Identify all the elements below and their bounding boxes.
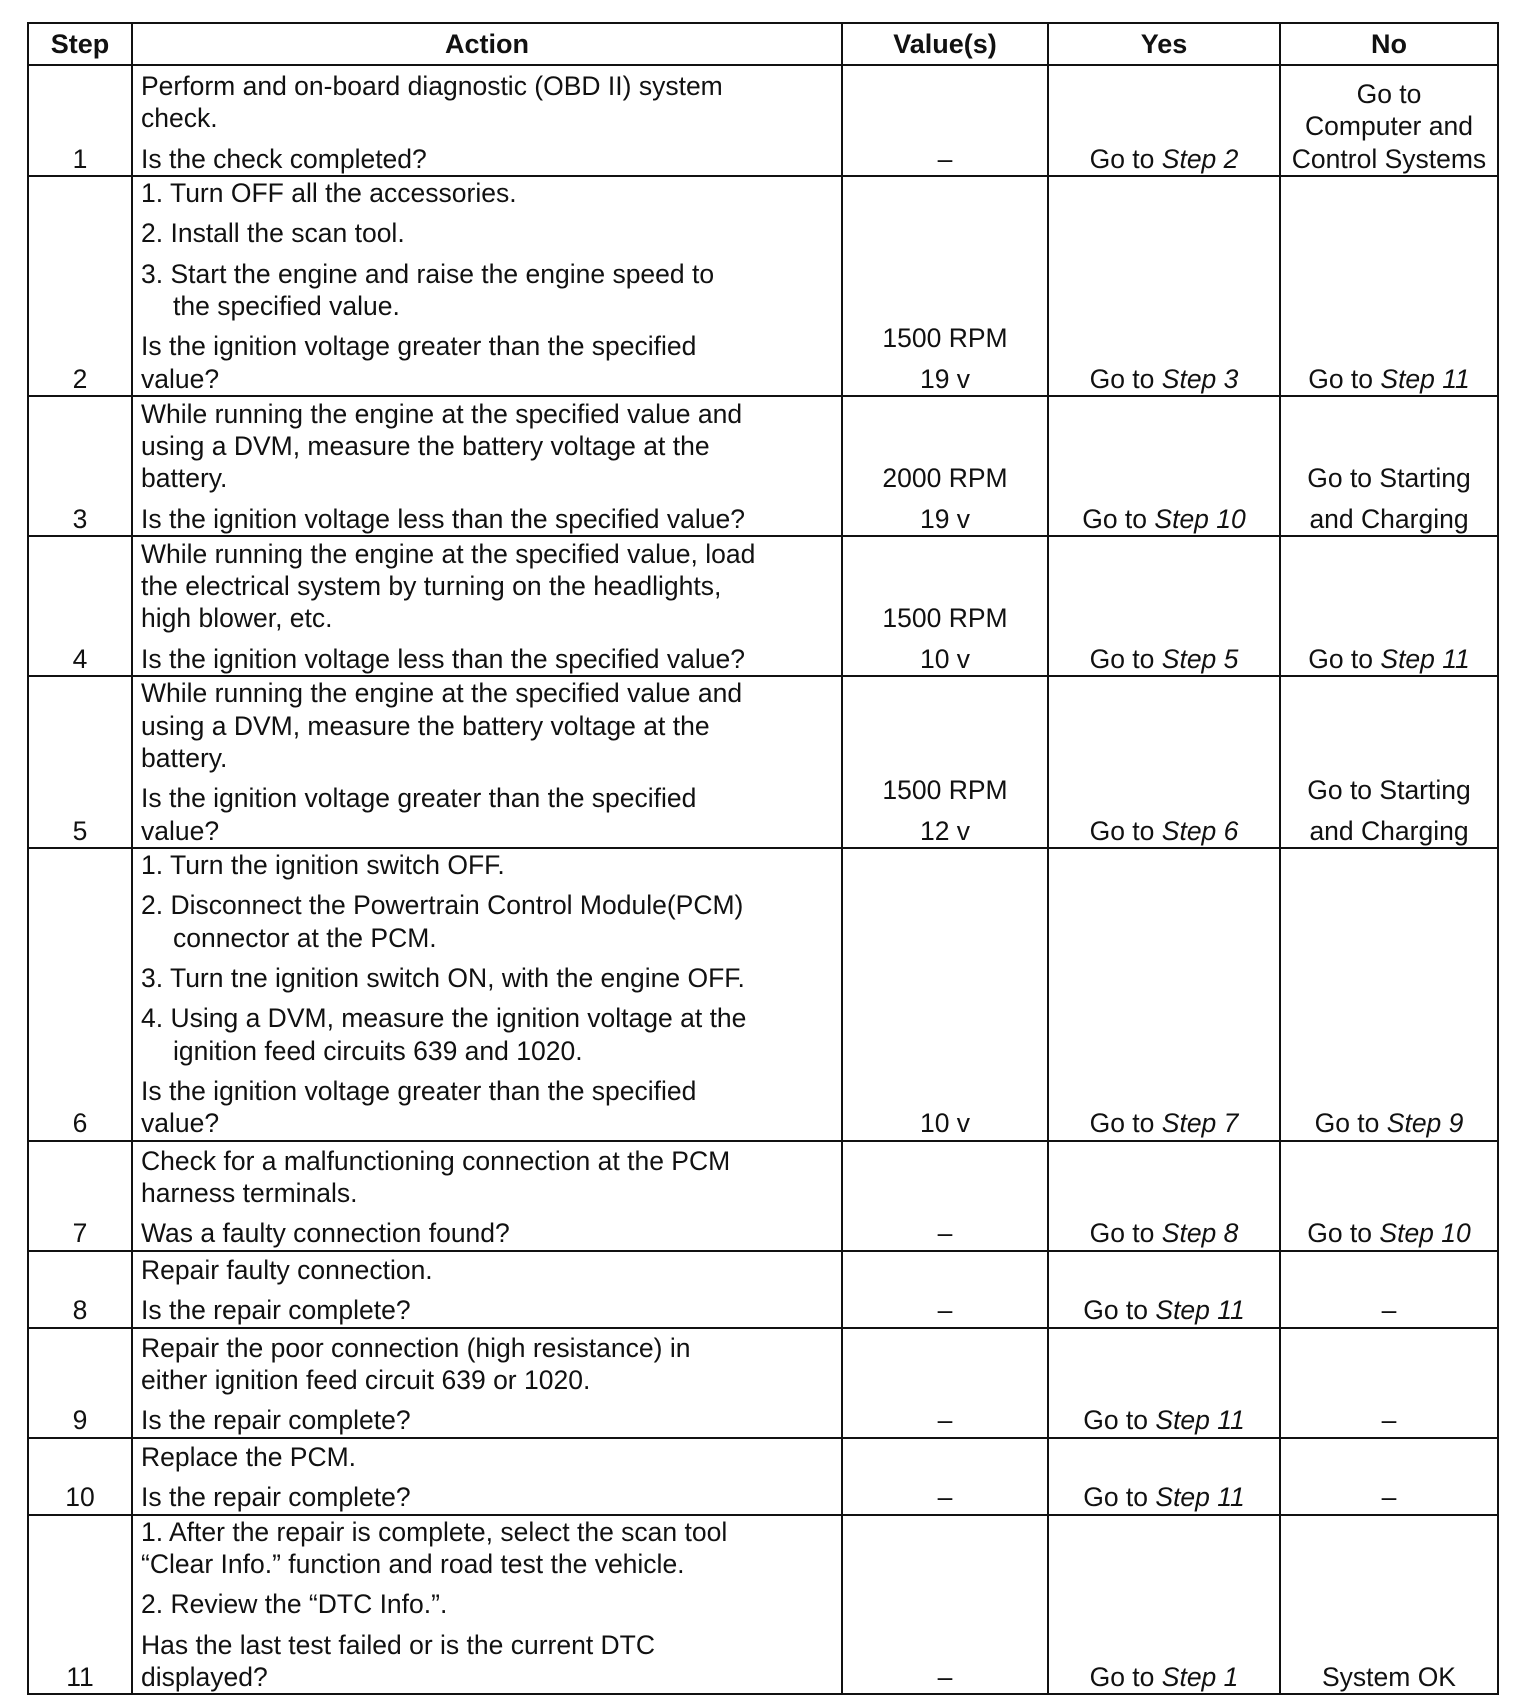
yes-step-link: Step 11	[1155, 1405, 1245, 1436]
yes-prefix: Go to	[1089, 643, 1162, 674]
value-cell	[842, 1141, 1048, 1251]
action-cell	[132, 65, 842, 176]
value-cell	[842, 1251, 1048, 1328]
value-cell	[842, 1515, 1048, 1695]
no-text: –	[1381, 1482, 1397, 1513]
table-row	[28, 1141, 1498, 1251]
header-yes: Yes	[1048, 23, 1280, 65]
table-row	[28, 1251, 1498, 1328]
yes-cell	[1048, 1438, 1280, 1515]
action-question: Is the ignition voltage greater than the specified	[141, 783, 697, 814]
action-cell	[132, 1438, 842, 1515]
no-text: Go to Starting	[1307, 775, 1471, 806]
yes-cell	[1048, 1251, 1280, 1328]
no-cell	[1280, 396, 1498, 536]
table-row	[28, 676, 1498, 848]
value-text: 1500 RPM	[882, 775, 1008, 806]
yes-step-link: Step 1	[1161, 1661, 1239, 1692]
action-line: While running the engine at the specified value and	[141, 398, 743, 429]
action-question: value?	[141, 815, 220, 846]
action-cell	[132, 1515, 842, 1695]
action-line: Perform and on-board diagnostic (OBD II) system	[141, 71, 723, 102]
no-text: System OK	[1321, 1661, 1456, 1692]
no-text: Computer and	[1305, 111, 1473, 142]
yes-prefix: Go to	[1089, 363, 1162, 394]
action-question: Is the repair complete?	[141, 1482, 411, 1513]
action-line: ignition feed circuits 639 and 1020.	[173, 1035, 583, 1066]
step-number: 10	[28, 1438, 132, 1515]
yes-step-link: Step 7	[1161, 1108, 1239, 1139]
action-line: 3. Turn tne ignition switch ON, with the engine OFF.	[141, 962, 745, 993]
no-cell	[1280, 1515, 1498, 1695]
value-text: –	[937, 1661, 953, 1692]
table-row	[28, 65, 1498, 176]
step-number: 3	[28, 396, 132, 536]
table-row	[28, 536, 1498, 676]
action-line: While running the engine at the specified value and	[141, 678, 743, 709]
step-number: 8	[28, 1251, 132, 1328]
no-cell	[1280, 176, 1498, 396]
value-text: 19 v	[919, 503, 971, 534]
action-question: Is the ignition voltage less than the specified value?	[141, 503, 746, 534]
value-text: 1500 RPM	[882, 323, 1008, 354]
no-cell	[1280, 848, 1498, 1141]
action-line: harness terminals.	[141, 1177, 358, 1208]
step-number: 5	[28, 676, 132, 848]
action-line: 2. Review the “DTC Info.”.	[141, 1589, 448, 1620]
action-line: 2. Disconnect the Powertrain Control Module(PCM)	[141, 890, 744, 921]
value-text: 1500 RPM	[882, 603, 1008, 634]
value-text: –	[937, 1218, 953, 1249]
no-cell	[1280, 65, 1498, 176]
action-question: displayed?	[141, 1661, 268, 1692]
value-text: 19 v	[919, 363, 971, 394]
yes-step-link: Step 6	[1161, 815, 1239, 846]
table-row	[28, 176, 1498, 396]
action-question: Is the check completed?	[141, 143, 427, 174]
action-line: either ignition feed circuit 639 or 1020.	[141, 1364, 591, 1395]
yes-prefix: Go to	[1089, 815, 1162, 846]
no-text: Go to Starting	[1307, 463, 1471, 494]
yes-step-link: Step 8	[1161, 1218, 1239, 1249]
no-prefix: Go to	[1308, 363, 1381, 394]
action-line: Replace the PCM.	[141, 1441, 357, 1472]
action-question: Is the ignition voltage less than the specified value?	[141, 643, 746, 674]
action-line: 1. After the repair is complete, select the scan tool	[141, 1516, 728, 1547]
action-line: connector at the PCM.	[173, 922, 437, 953]
value-cell	[842, 1438, 1048, 1515]
value-text: 2000 RPM	[882, 463, 1008, 494]
table-row	[28, 848, 1498, 1141]
no-step-link: Step 11	[1380, 643, 1470, 674]
yes-prefix: Go to	[1083, 1405, 1156, 1436]
action-cell	[132, 396, 842, 536]
yes-prefix: Go to	[1089, 143, 1162, 174]
value-text: 10 v	[919, 643, 971, 674]
table-row	[28, 396, 1498, 536]
diagnostic-table	[27, 22, 1499, 1695]
value-text: 10 v	[919, 1108, 971, 1139]
no-cell	[1280, 676, 1498, 848]
no-step-link: Step 10	[1379, 1218, 1471, 1249]
yes-step-link: Step 5	[1161, 643, 1239, 674]
action-line: 3. Start the engine and raise the engine speed to	[141, 258, 715, 289]
yes-cell	[1048, 676, 1280, 848]
yes-prefix: Go to	[1082, 503, 1155, 534]
step-number: 7	[28, 1141, 132, 1251]
yes-cell	[1048, 176, 1280, 396]
action-line: “Clear Info.” function and road test the vehicle.	[141, 1548, 685, 1579]
yes-step-link: Step 3	[1161, 363, 1239, 394]
action-line: battery.	[141, 463, 228, 494]
yes-cell	[1048, 1141, 1280, 1251]
value-cell	[842, 176, 1048, 396]
value-text: –	[937, 1405, 953, 1436]
yes-cell	[1048, 1515, 1280, 1695]
table-row	[28, 1438, 1498, 1515]
action-line: 4. Using a DVM, measure the ignition voltage at the	[141, 1003, 747, 1034]
action-question: Is the repair complete?	[141, 1295, 411, 1326]
no-text: –	[1381, 1295, 1397, 1326]
table-row	[28, 1328, 1498, 1438]
action-cell	[132, 176, 842, 396]
no-step-link: Step 11	[1380, 363, 1470, 394]
no-prefix: Go to	[1314, 1108, 1387, 1139]
action-question: value?	[141, 363, 220, 394]
action-line: the specified value.	[173, 290, 400, 321]
yes-prefix: Go to	[1089, 1218, 1162, 1249]
yes-cell	[1048, 1328, 1280, 1438]
yes-prefix: Go to	[1083, 1295, 1156, 1326]
yes-step-link: Step 2	[1161, 143, 1239, 174]
value-cell	[842, 848, 1048, 1141]
header-row	[28, 23, 1498, 65]
yes-cell	[1048, 65, 1280, 176]
action-question: Is the ignition voltage greater than the specified	[141, 331, 697, 362]
no-text: –	[1381, 1405, 1397, 1436]
step-number: 2	[28, 176, 132, 396]
action-line: Check for a malfunctioning connection at the PCM	[141, 1145, 731, 1176]
action-line: 1. Turn OFF all the accessories.	[141, 178, 517, 208]
action-line: 1. Turn the ignition switch OFF.	[141, 849, 505, 880]
yes-step-link: Step 11	[1155, 1295, 1245, 1326]
yes-cell	[1048, 848, 1280, 1141]
value-cell	[842, 396, 1048, 536]
yes-cell	[1048, 396, 1280, 536]
step-number: 11	[28, 1515, 132, 1695]
table-row	[28, 1515, 1498, 1695]
yes-cell	[1048, 536, 1280, 676]
step-number: 6	[28, 848, 132, 1141]
no-cell	[1280, 1438, 1498, 1515]
yes-step-link: Step 11	[1155, 1482, 1245, 1513]
no-step-link: Step 9	[1386, 1108, 1464, 1139]
no-cell	[1280, 1251, 1498, 1328]
value-text: –	[937, 143, 953, 174]
action-question: Was a faulty connection found?	[141, 1218, 510, 1249]
action-question: Has the last test failed or is the current DTC	[141, 1629, 656, 1660]
action-cell	[132, 848, 842, 1141]
action-question: value?	[141, 1108, 220, 1139]
action-cell	[132, 676, 842, 848]
no-text: and Charging	[1309, 815, 1469, 846]
action-cell	[132, 536, 842, 676]
no-cell	[1280, 1328, 1498, 1438]
action-line: Repair the poor connection (high resistance) in	[141, 1332, 691, 1363]
value-cell	[842, 65, 1048, 176]
action-cell	[132, 1328, 842, 1438]
action-line: Repair faulty connection.	[141, 1254, 433, 1285]
yes-prefix: Go to	[1083, 1482, 1156, 1513]
value-cell	[842, 676, 1048, 848]
action-line: 2. Install the scan tool.	[141, 218, 405, 249]
no-text: Control Systems	[1291, 143, 1487, 174]
no-prefix: Go to	[1308, 643, 1381, 674]
action-line: using a DVM, measure the battery voltage at the	[141, 430, 710, 461]
value-text: 12 v	[919, 815, 971, 846]
yes-step-link: Step 10	[1154, 503, 1246, 534]
action-line: high blower, etc.	[141, 603, 333, 634]
no-prefix: Go to	[1307, 1218, 1380, 1249]
no-text: and Charging	[1309, 503, 1469, 534]
no-cell	[1280, 1141, 1498, 1251]
step-number: 1	[28, 65, 132, 176]
step-number: 4	[28, 536, 132, 676]
step-number: 9	[28, 1328, 132, 1438]
no-cell	[1280, 536, 1498, 676]
header-no: No	[1280, 23, 1498, 65]
action-cell	[132, 1251, 842, 1328]
action-line: check.	[141, 103, 218, 134]
no-text: Go to	[1356, 79, 1422, 110]
header-step: Step	[28, 23, 132, 65]
value-cell	[842, 1328, 1048, 1438]
action-line: battery.	[141, 742, 228, 773]
action-question: Is the repair complete?	[141, 1405, 411, 1436]
yes-prefix: Go to	[1089, 1661, 1162, 1692]
header-action: Action	[132, 23, 842, 65]
action-question: Is the ignition voltage greater than the specified	[141, 1075, 697, 1106]
header-values: Value(s)	[842, 23, 1048, 65]
value-text: –	[937, 1295, 953, 1326]
action-line: using a DVM, measure the battery voltage at the	[141, 710, 710, 741]
value-text: –	[937, 1482, 953, 1513]
value-cell	[842, 536, 1048, 676]
action-line: While running the engine at the specified value, load	[141, 538, 756, 569]
action-line: the electrical system by turning on the headlights,	[141, 570, 722, 601]
yes-prefix: Go to	[1089, 1108, 1162, 1139]
action-cell	[132, 1141, 842, 1251]
